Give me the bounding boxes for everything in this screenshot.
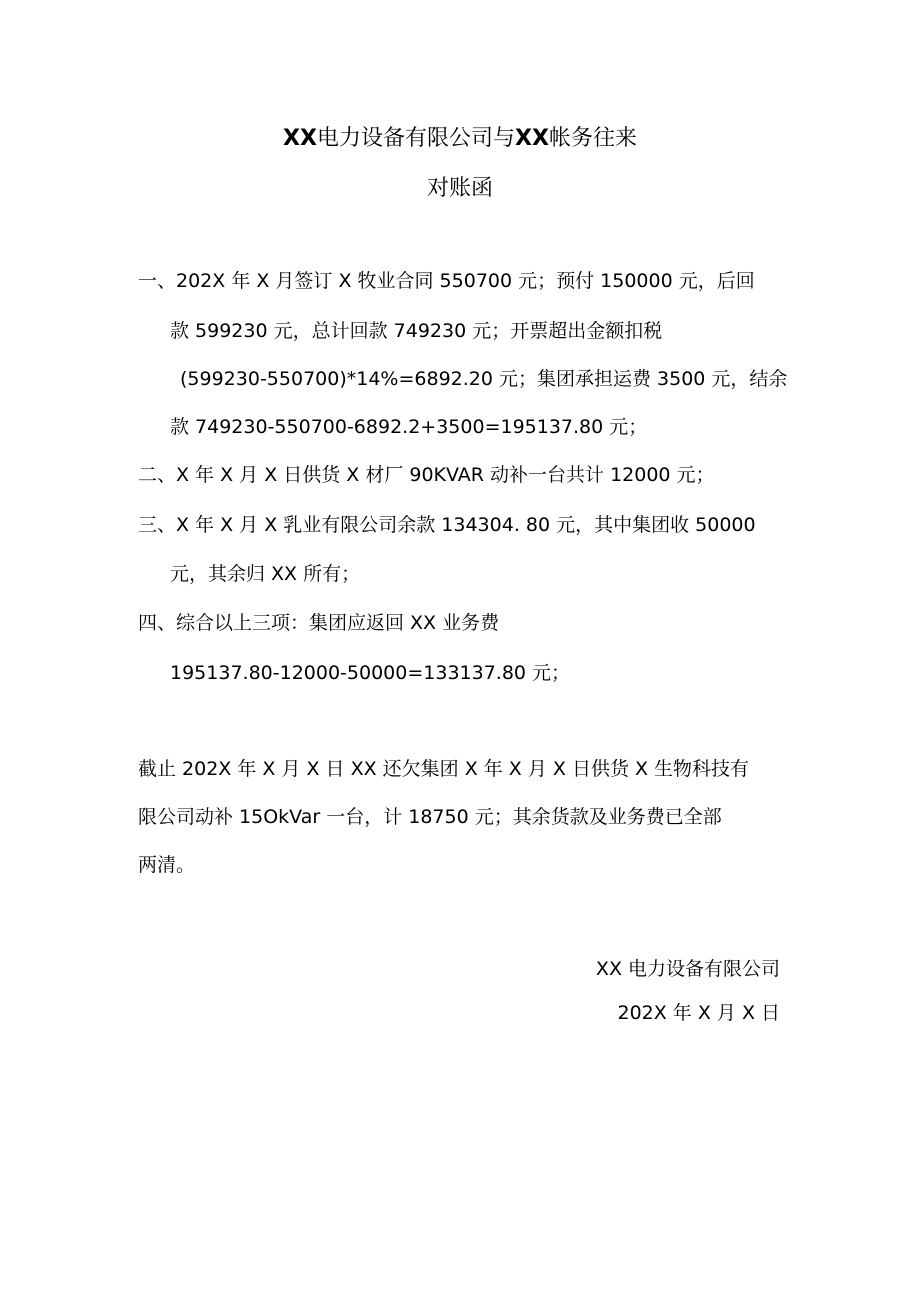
item-1-line-4: 款 749230-550700-6892.2+3500=195137.80 元； bbox=[170, 416, 648, 438]
item-3-line-1: 三、X 年 X 月 X 乳业有限公司余款 134304. 80 元，其中集团收 50000 bbox=[138, 514, 756, 536]
item-4-line-1: 四、综合以上三项：集团应返回 XX 业务费 bbox=[138, 612, 500, 634]
item-3-line-2: 元，其余归 XX 所有； bbox=[170, 563, 361, 585]
title-company-name: 电力设备有限公司与 bbox=[316, 126, 515, 151]
signature-company: XX 电力设备有限公司 bbox=[595, 958, 780, 980]
item-1-line-1: 一、202X 年 X 月签订 X 牧业合同 550700 元；预付 150000 元，后回 bbox=[138, 270, 755, 292]
document-title bbox=[0, 124, 920, 154]
closing-line-1: 截止 202X 年 X 月 X 日 XX 还欠集团 X 年 X 月 X 日供货 X 生物科技有 bbox=[138, 758, 750, 780]
item-1-line-3: (599230-550700)*14%=6892.20 元；集团承担运费 3500 元，结余 bbox=[180, 368, 788, 390]
closing-line-3: 两清。 bbox=[138, 854, 196, 876]
document-subtitle: 对账函 bbox=[426, 176, 493, 201]
item-4-line-2: 195137.80-12000-50000=133137.80 元； bbox=[170, 662, 571, 684]
item-2-line-1: 二、X 年 X 月 X 日供货 X 材厂 90KVAR 动补一台共计 12000 元； bbox=[138, 464, 715, 486]
item-1-line-2: 款 599230 元，总计回款 749230 元；开票超出金额扣税 bbox=[170, 320, 663, 342]
title-suffix: 帐务往来 bbox=[548, 126, 637, 151]
closing-line-2: 限公司动补 15OkVar 一台，计 18750 元；其余货款及业务费已全部 bbox=[138, 806, 722, 828]
signature-date: 202X 年 X 月 X 日 bbox=[617, 1002, 780, 1024]
title-company-code: XX bbox=[283, 126, 317, 151]
title-partner-code: XX bbox=[515, 126, 549, 151]
